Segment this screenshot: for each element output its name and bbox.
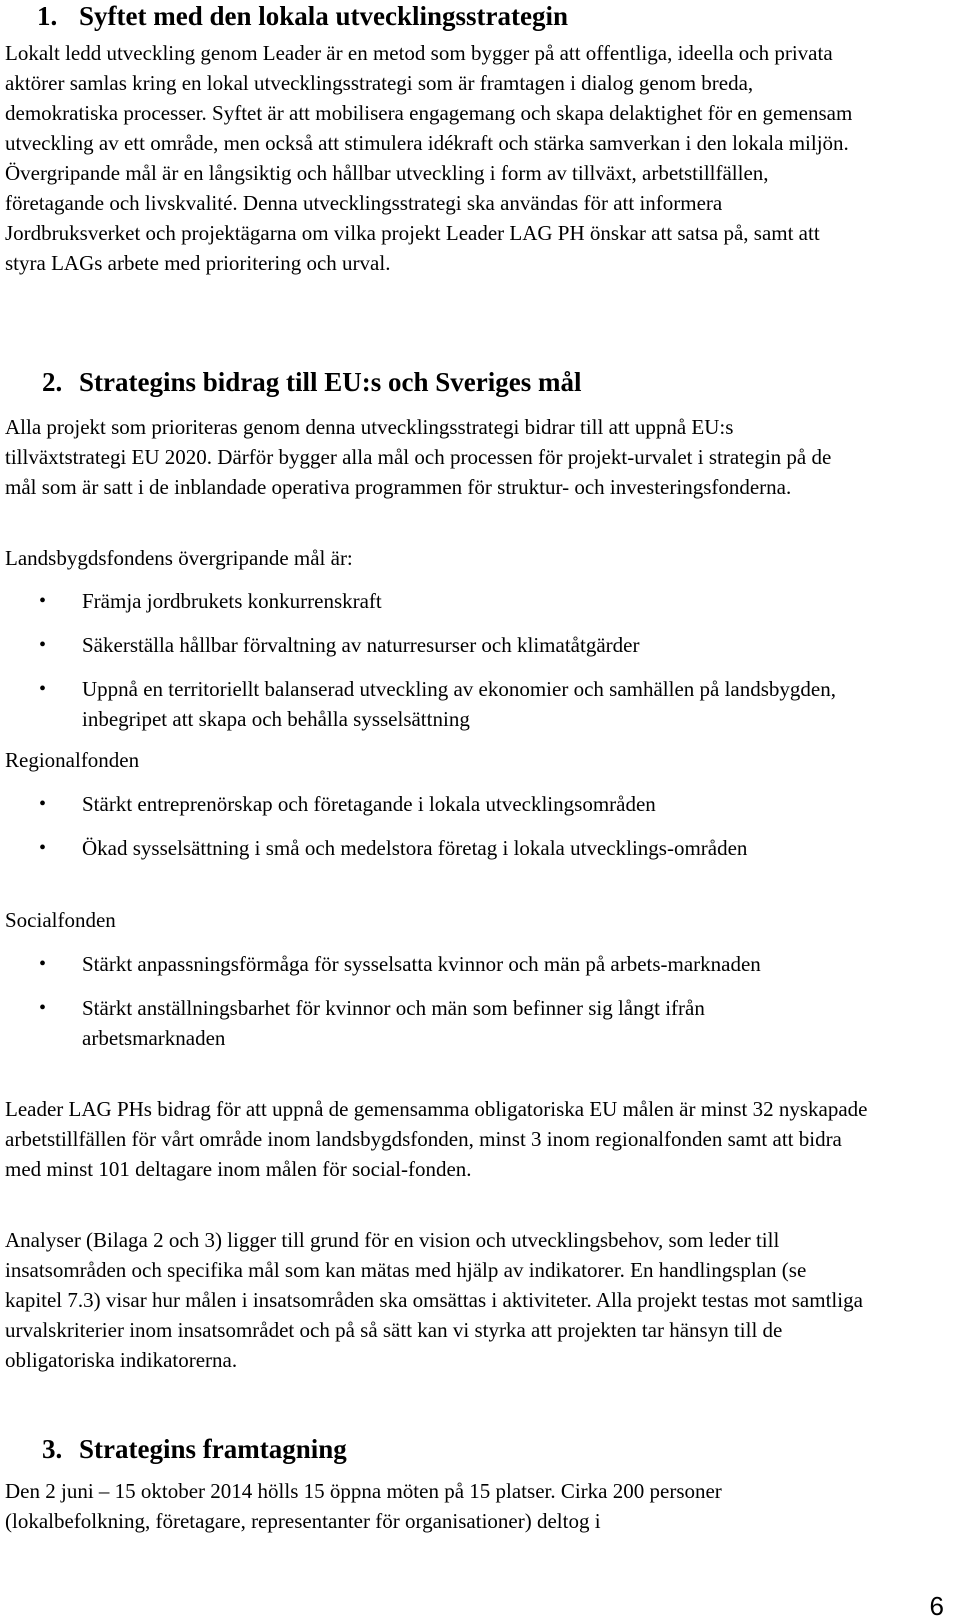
list-item: • Säkerställa hållbar förvaltning av naturresurser och klimatåtgärder bbox=[5, 630, 860, 660]
list-item: • Uppnå en territoriellt balanserad utveckling av ekonomier och samhällen på landsbygden, inbegripet att skapa och behålla sysselsättning bbox=[5, 674, 860, 734]
section-1-title: Syftet med den lokala utvecklingsstrategin bbox=[79, 1, 568, 31]
eu-contribution-paragraph: Leader LAG PHs bidrag för att uppnå de gemensamma obligatoriska EU målen är minst 32 nyskapade arbetstillfällen för vårt område inom landsbygdsfonden, minst 3 inom regionalfonden samt att bidra med minst 101 deltagare inom målen för social-fonden. bbox=[5, 1097, 868, 1181]
list-item: • Ökad sysselsättning i små och medelstora företag i lokala utvecklings-områden bbox=[5, 833, 825, 863]
list-item: • Stärkt anpassningsförmåga för sysselsatta kvinnor och män på arbets-marknaden bbox=[5, 949, 840, 979]
section-3-title: Strategins framtagning bbox=[79, 1434, 347, 1464]
landsbygd-heading: Landsbygdsfondens övergripande mål är: bbox=[5, 546, 353, 570]
section-1-paragraph: Lokalt ledd utveckling genom Leader är en metod som bygger på att offentliga, ideella och privata aktörer samlas kring en lokal utvecklingsstrategi som är framtagen i dialog genom breda, demokratiska processer. Syftet är att mobilisera engagemang och skapa delaktighet för en gemensam utveckling av ett område, men också att stimulera idékraft och stärka samverkan i den lokala miljön. Övergripande mål är en långsiktig och hållbar utveckling i form av tillväxt, arbetstillfällen, företagande och livskvalité. Denna utvecklingsstrategi ska användas för att informera Jordbruksverket och projektägarna om vilka projekt Leader LAG PH önskar att satsa på, samt att styra LAGs arbete med prioritering och urval. bbox=[5, 41, 853, 275]
social-heading: Socialfonden bbox=[5, 908, 116, 932]
section-1-heading bbox=[37, 0, 568, 32]
section-2-number: 2. bbox=[42, 367, 63, 397]
regional-heading: Regionalfonden bbox=[5, 748, 140, 772]
section-2-intro: Alla projekt som prioriteras genom denna utvecklingsstrategi bidrar till att uppnå EU:s tillväxtstrategi EU 2020. Därför bygger alla mål och processen för projekt-urvalet i strategin på de mål som är satt i de inblandade operativa programmen för struktur- och investeringsfonderna. bbox=[5, 415, 832, 499]
landsbygd-list bbox=[5, 586, 860, 734]
social-list bbox=[5, 949, 840, 1053]
list-item: • Främja jordbrukets konkurrenskraft bbox=[5, 586, 860, 616]
page-number: 6 bbox=[929, 1591, 944, 1621]
list-item: • Stärkt anställningsbarhet för kvinnor och män som befinner sig långt ifrån arbetsmarknaden bbox=[5, 993, 840, 1053]
section-2-title: Strategins bidrag till EU:s och Sveriges mål bbox=[79, 367, 582, 397]
section-3-paragraph: Den 2 juni – 15 oktober 2014 hölls 15 öppna möten på 15 platser. Cirka 200 personer (lokalbefolkning, företagare, representanter för organisationer) deltog i bbox=[5, 1479, 722, 1533]
section-3-heading bbox=[42, 1433, 347, 1465]
regional-list bbox=[5, 789, 825, 863]
section-1-number: 1. bbox=[37, 1, 58, 31]
section-3-number: 3. bbox=[42, 1434, 63, 1464]
list-item: • Stärkt entreprenörskap och företagande i lokala utvecklingsområden bbox=[5, 789, 825, 819]
section-2-heading bbox=[42, 366, 581, 398]
analysis-paragraph: Analyser (Bilaga 2 och 3) ligger till grund för en vision och utvecklingsbehov, som leder till insatsområden och specifika mål som kan mätas med hjälp av indikatorer. En handlingsplan (se kapitel 7.3) visar hur målen i insatsområden ska omsättas i aktiviteter. Alla projekt testas mot samtliga urvalskriterier inom insatsområdet och på så sätt kan vi styrka att projekten tar hänsyn till de obligatoriska indikatorerna. bbox=[5, 1228, 863, 1372]
